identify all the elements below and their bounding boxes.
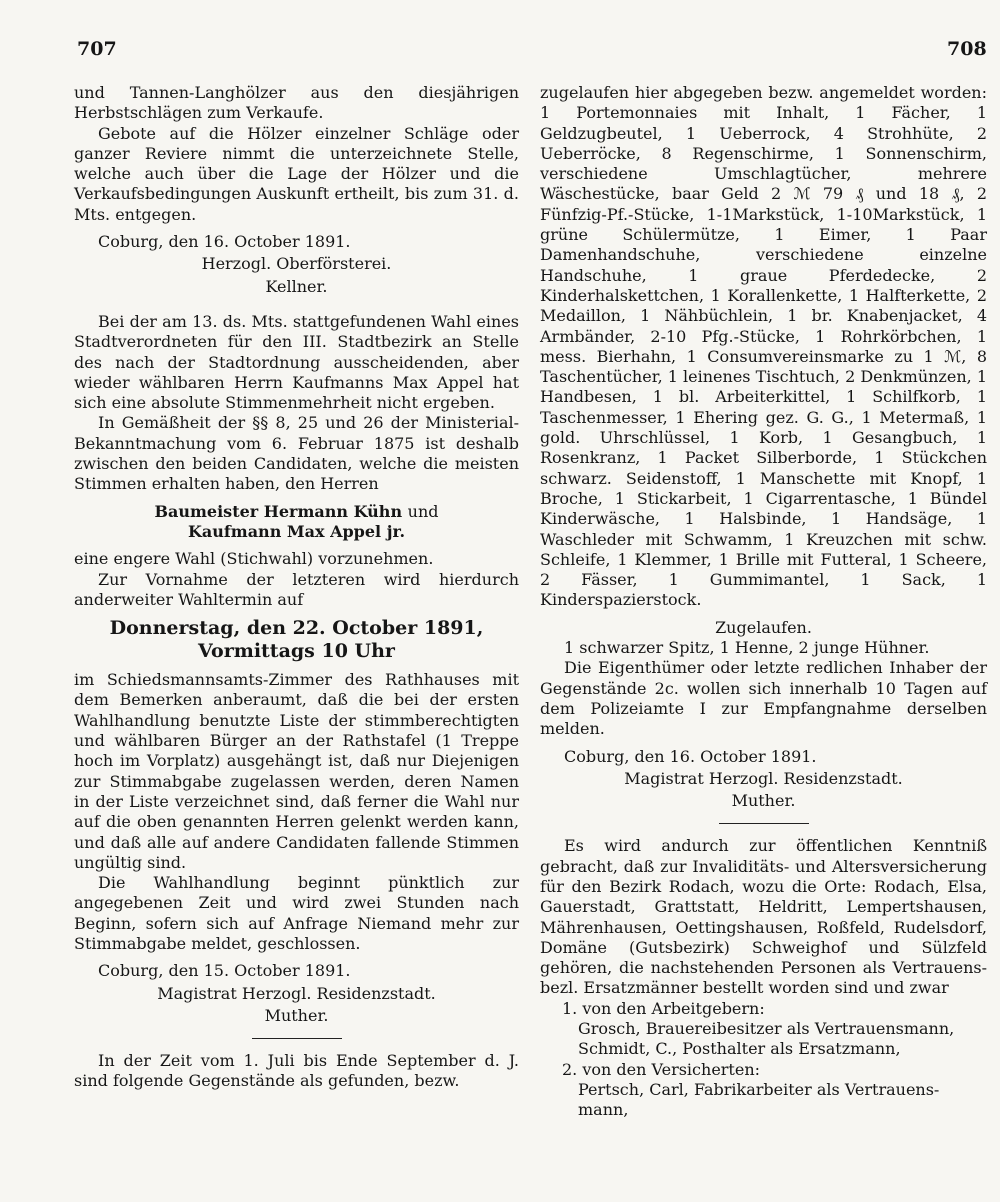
list-item: Pertsch, Carl, Fabrikarbeiter als Vertrauens-: [578, 1079, 940, 1099]
signature: Kellner.: [265, 276, 328, 296]
signature: Muther.: [731, 791, 796, 811]
found-items-intro: In der Zeit vom 1. Juli bis Ende September d. J. sind folgende Gegenstände als gefunden, bezw.: [74, 1051, 519, 1091]
candidate-2: Kaufmann Max Appel jr.: [187, 521, 406, 541]
list-heading-employers: 1. von den Arbeitgebern:: [562, 998, 765, 1018]
election-details: im Schiedsmannsamts-Zimmer des Rathhauses mit dem Bemerken anberaumt, daß die bei der ersten Wahlhandlung benutzte Liste der stimmberechtigten und wählbaren Bürger an der Rathstafel (1 Treppe hoch im Vorplatz) ausgehängt ist, daß nur Diejenigen zur Stimmabgabe zugelassen werden, deren Namen in der Liste verzeichnet sind, daß ferner die Wahl nur auf die oben genannten Herren gelenkt werden kann, und daß alle auf andere Candidaten fallende Stimmen ungültig sind.: [74, 670, 519, 872]
dateline: Coburg, den 16. October 1891.: [564, 746, 817, 766]
list-item: Schmidt, C., Posthalter als Ersatzmann,: [578, 1039, 901, 1059]
strays-list: 1 schwarzer Spitz, 1 Henne, 2 junge Hühner.: [564, 638, 930, 658]
section-divider: [719, 823, 809, 824]
page-number-right: 708: [947, 38, 987, 60]
page-number-left: 707: [77, 38, 117, 60]
runoff-notice: eine engere Wahl (Stichwahl) vorzunehmen.: [74, 549, 434, 569]
trustee-list: [540, 999, 987, 1121]
timber-sale-text: und Tannen-Langhölzer aus den diesjährigen Herbstschlägen zum Verkaufe.: [74, 83, 519, 123]
owners-notice: Die Eigenthümer oder letzte redlichen Inhaber der Gegenstände 2c. wollen sich innerhalb 10 Tagen auf dem Polizeiamte I zur Empfangnahme derselben melden.: [540, 658, 987, 739]
signature: Muther.: [264, 1005, 329, 1025]
timber-sale-bids: Gebote auf die Hölzer einzelner Schläge oder ganzer Reviere nimmt die unterzeichnete Stelle, welche auch über die Lage der Hölzer und die Verkaufsbedingungen Auskunft ertheilt, bis zum 31. d. Mts. entgegen.: [74, 123, 519, 224]
candidate-1: Baumeister Hermann Kühn: [154, 501, 403, 521]
election-date-intro: Zur Vornahme der letzteren wird hierdurch anderweiter Wahltermin auf: [74, 569, 519, 609]
election-notice: Bei der am 13. ds. Mts. stattgefundenen Wahl eines Stadtverordneten für den III. Stadtbezirk an Stelle des nach der Stadtordnung ausscheidenden, aber wieder wählbaren Herrn Kaufmanns Max Appel hat sich eine absolute Stimmenmehrheit nicht ergeben.: [74, 311, 519, 413]
list-item: Grosch, Brauereibesitzer als Vertrauensmann,: [578, 1019, 955, 1039]
election-legal-basis: In Gemäßheit der §§ 8, 25 und 26 der Ministerial-Bekanntmachung vom 6. Februar 1875 ist deshalb zwischen den beiden Candidaten, welche die meisten Stimmen erhalten haben, den Herren: [74, 413, 519, 494]
dateline: Coburg, den 16. October 1891.: [98, 232, 351, 252]
election-date: Donnerstag, den 22. October 1891,: [109, 617, 484, 640]
election-procedure: Die Wahlhandlung beginnt pünktlich zur angegebenen Zeit und wird zwei Stunden nach Beginn, sofern sich auf Anfrage Niemand mehr zur Stimmabgabe meldet, geschlossen.: [74, 873, 519, 953]
section-divider: [252, 1038, 342, 1039]
authority: Magistrat Herzogl. Residenzstadt.: [157, 983, 436, 1003]
election-time: Vormittags 10 Uhr: [198, 640, 395, 663]
found-items-list: zugelaufen hier abgegeben bezw. angemeldet worden: 1 Portemonnaies mit Inhalt, 1 Fächer, 1 Geldzugbeutel, 1 Ueberrock, 4 Strohhüte, 2 Ueberröcke, 8 Regenschirme, 1 Sonnenschirm, verschiedene Umschlagtücher, mehrere Wäschestücke, baar Geld 2 ℳ 79 ₰ und 18 ₰, 2 Fünfzig-Pf.-Stücke, 1-1Markstück, 1-10Markstück, 1 grüne Schülermütze, 1 Eimer, 1 Paar Damenhandschuhe, verschiedene einzelne Handschuhe, 1 graue Pferdedecke, 2 Kinderhalskettchen, 1 Korallenkette, 1 Halfterkette, 2 Medaillon, 1 Nähbüchlein, 1 br. Knabenjacket, 4 Armbänder, 2-10 Pfg.-Stücke, 1 Rohrkörbchen, 1 mess. Bierhahn, 1 Consumvereinsmarke zu 1 ℳ, 8 Taschentücher, 1 leinenes Tischtuch, 2 Denkmünzen, 1 Handbesen, 1 bl. Arbeiterkittel, 1 Schilfkorb, 1 Taschenmesser, 1 Ehering gez. G. G., 1 Metermaß, 1 gold. Uhrschlüssel, 1 Korb, 1 Gesangbuch, 1 Rosenkranz, 1 Packet Silberborde, 1 Stückchen schwarz. Seidenstoff, 1 Manschette mit Knopf, 1 Broche, 1 Stickarbeit, 1 Cigarrentasche, 1 Bündel Kinderwäsche, 1 Halsbinde, 1 Handsäge, 1 Waschleder mit Schwamm, 1 Kreuzchen mit schw. Schleife, 1 Klemmer, 1 Brille mit Futteral, 1 Scheere, 2 Fässer, 1 Gummimantel, 1 Sack, 1 Kinderspazierstock.: [540, 83, 987, 610]
candidate-conjunction: und: [407, 501, 439, 521]
strays-heading: Zugelaufen.: [715, 617, 812, 637]
list-heading-insured: 2. von den Versicherten:: [562, 1059, 761, 1079]
authority: Herzogl. Oberförsterei.: [201, 254, 392, 274]
insurance-notice: Es wird andurch zur öffentlichen Kenntniß gebracht, daß zur Invaliditäts- und Altersversicherung für den Bezirk Rodach, wozu die Orte: Rodach, Elsa, Gauerstadt, Grattstatt, Heldritt, Lempertshausen, Mährenhausen, Oettingshausen, Roßfeld, Rudelsdorf, Domäne (Gutsbezirk) Schweighof und Sülzfeld gehören, die nachstehenden Personen als Vertrauens- bezl. Ersatzmänner bestellt worden sind und zwar: [540, 836, 987, 998]
dateline: Coburg, den 15. October 1891.: [98, 961, 351, 981]
right-column: [540, 83, 987, 1121]
list-item-continuation: mann,: [578, 1100, 629, 1120]
left-column: [74, 83, 519, 1092]
authority: Magistrat Herzogl. Residenzstadt.: [624, 768, 903, 788]
